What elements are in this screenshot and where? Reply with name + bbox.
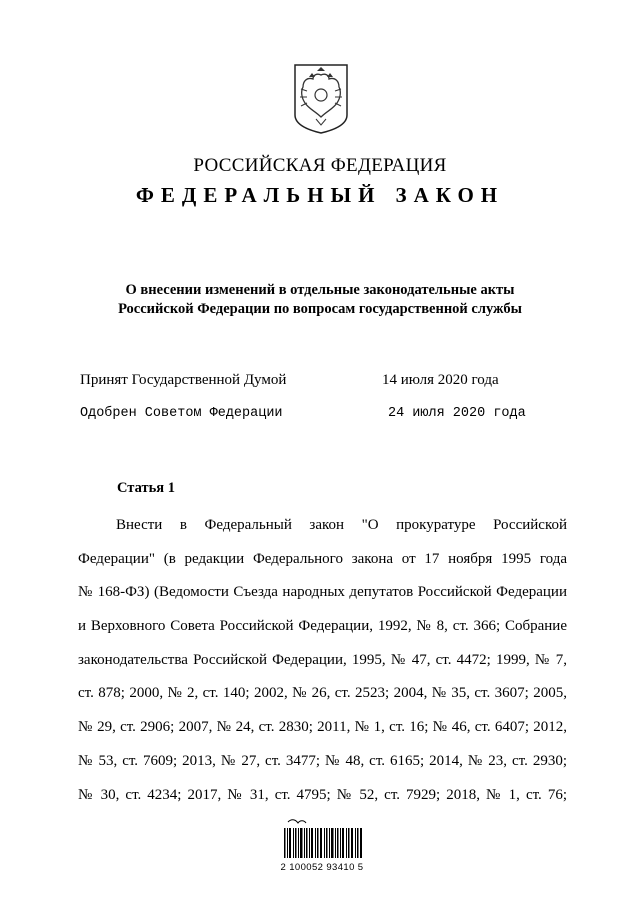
coat-of-arms-icon	[289, 61, 353, 135]
council-label: Одобрен Советом Федерации	[80, 406, 283, 421]
country-name: РОССИЙСКАЯ ФЕДЕРАЦИЯ	[193, 155, 447, 176]
article-body	[78, 509, 567, 812]
council-date: 24 июля 2020 года	[388, 406, 526, 421]
duma-date: 14 июля 2020 года	[382, 372, 499, 388]
doc-type-word2: ЗАКОН	[395, 183, 505, 207]
document-type	[0, 183, 640, 208]
body-line: и Верховного Совета Российской Федерации, 1992, № 8, ст. 366; Собрание	[78, 618, 567, 635]
barcode-icon	[284, 818, 362, 858]
body-line: законодательства Российской Федерации, 1995, № 47, ст. 4472; 1999, № 7,	[78, 651, 567, 668]
law-title-line-1: О внесении изменений в отдельные законодательные акты	[125, 282, 515, 298]
doc-type-word1: ФЕДЕРАЛЬНЫЙ	[135, 183, 382, 207]
duma-label: Принят Государственной Думой	[80, 372, 287, 388]
body-line: № 30, ст. 4234; 2017, № 31, ст. 4795; № 52, ст. 7929; 2018, № 1, ст. 76;	[78, 786, 567, 803]
body-line: Внести в Федеральный закон "О прокуратуре Российской	[116, 517, 567, 533]
article-heading: Статья 1	[117, 480, 175, 496]
barcode-number: 2 100052 93410 5	[280, 862, 364, 873]
law-title	[60, 281, 580, 319]
body-line: № 168-ФЗ) (Ведомости Съезда народных депутатов Российской Федерации	[78, 584, 567, 601]
law-title-line-2: Российской Федерации по вопросам государственной службы	[118, 301, 522, 317]
body-line: Федерации" (в редакции Федерального закона от 17 ноября 1995 года	[78, 550, 567, 567]
adoption-duma	[80, 372, 580, 389]
body-line: № 29, ст. 2906; 2007, № 24, ст. 2830; 2011, № 1, ст. 16; № 46, ст. 6407; 2012,	[78, 719, 567, 736]
adoption-council	[80, 406, 580, 421]
body-line: № 53, ст. 7609; 2013, № 27, ст. 3477; № 48, ст. 6165; 2014, № 23, ст. 2930;	[78, 752, 567, 769]
body-line: ст. 878; 2000, № 2, ст. 140; 2002, № 26, ст. 2523; 2004, № 35, ст. 3607; 2005,	[78, 685, 567, 702]
